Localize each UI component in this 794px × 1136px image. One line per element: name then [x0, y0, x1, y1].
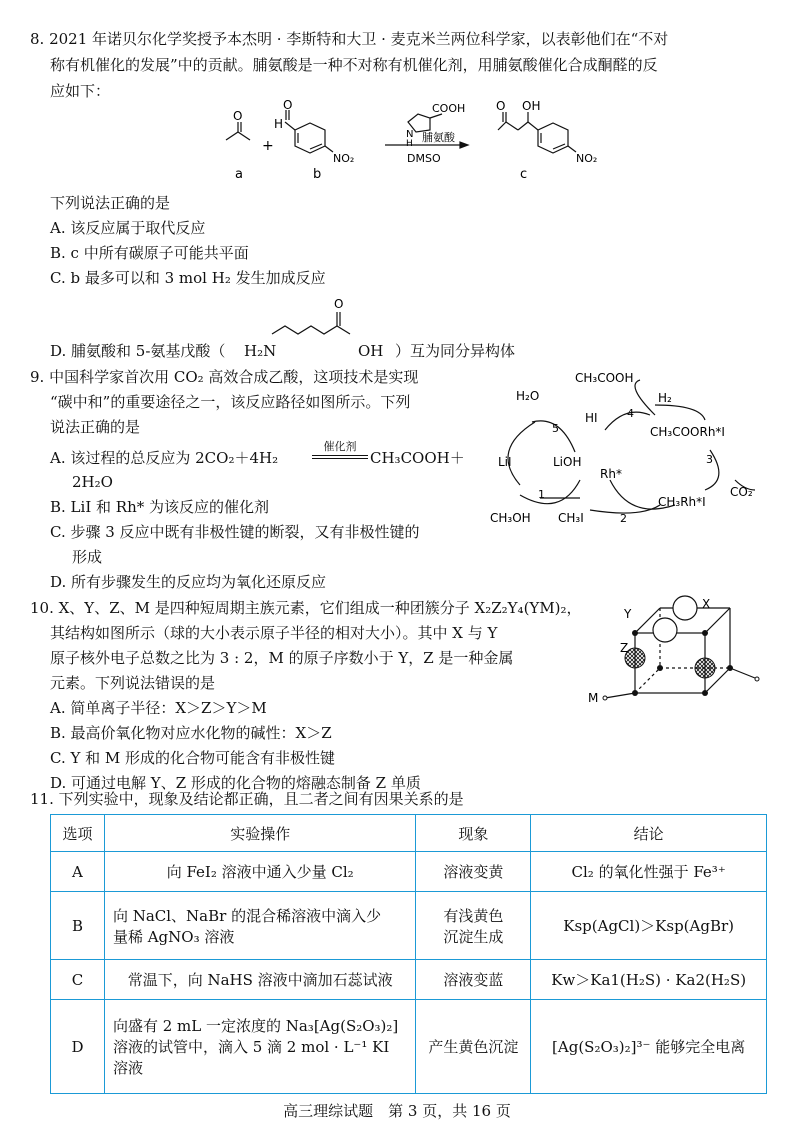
- page-footer: 高三理综试题 第 3 页，共 16 页: [283, 1102, 511, 1120]
- q10-atom-y3: [632, 690, 638, 696]
- q9-step-1: 1: [538, 488, 545, 501]
- row-b-option: B: [51, 892, 105, 960]
- row-b-operation-line1: 向 NaCl、NaBr 的混合稀溶液中滴入少: [112, 906, 382, 925]
- q9-hi: HI: [585, 411, 598, 425]
- q8-label-a: a: [235, 167, 243, 182]
- row-c-operation: 常温下，向 NaHS 溶液中滴加石蕊试液: [104, 960, 416, 1000]
- row-d-operation-line1: 向盛有 2 mL 一定浓度的 Na₃[Ag(S₂O₃)₂]: [112, 1017, 399, 1035]
- q8-c-no2: NO₂: [576, 152, 598, 165]
- q9-stem-line2: “碳中和”的重要途径之一，该反应路径如图所示。下列: [50, 393, 411, 411]
- q10-atom-y2: [702, 630, 708, 636]
- q9-option-a-part2: CH₃COOH＋: [370, 449, 465, 467]
- q9-rh-star: Rh*: [600, 467, 622, 481]
- q9-ch3coorhi: CH₃COORh*I: [650, 425, 725, 439]
- q8-reaction-scheme: [200, 100, 630, 190]
- q8-stem-line2: 称有机催化的发展”中的贡献。脯氨酸是一种不对称有机催化剂，用脯氨酸催化合成酮醛的反: [50, 56, 658, 74]
- q9-option-c-line2: 形成: [72, 548, 103, 566]
- row-b-phenomenon: [416, 892, 531, 960]
- q8-proline-n: N: [406, 129, 414, 140]
- table-row: [51, 892, 767, 960]
- row-b-phenomenon-line1: 有浅黄色: [443, 906, 504, 925]
- q9-stem-line3: 说法正确的是: [50, 418, 141, 436]
- q8-prompt: 下列说法正确的是: [50, 194, 171, 212]
- q10-atom-y5: [727, 665, 733, 671]
- row-d-phenomenon: 产生黄色沉淀: [416, 1000, 531, 1094]
- q9-lii: LiI: [498, 455, 512, 469]
- row-d-operation-line2: 溶液的试管中，滴入 5 滴 2 mol · L⁻¹ KI: [112, 1038, 390, 1056]
- row-c-option: C: [51, 960, 105, 1000]
- q8-b-oxygen: O: [283, 100, 293, 112]
- q8-stem-line1: 8. 2021 年诺贝尔化学奖授予本杰明 · 李斯特和大卫 · 麦克米兰两位科学家，以表彰他们在“不对: [30, 30, 669, 48]
- q10-label-x: X: [702, 597, 711, 611]
- header-operation: 实验操作: [104, 815, 416, 852]
- q9-ch3oh: CH₃OH: [490, 511, 531, 525]
- table-row: [51, 852, 767, 892]
- row-d-option: D: [51, 1000, 105, 1094]
- q9-option-d: D. 所有步骤发生的反应均为氧化还原反应: [50, 573, 327, 591]
- q9-option-a-line2: 2H₂O: [72, 473, 113, 491]
- q8-a-oxygen: O: [233, 109, 243, 123]
- q10-stem-line4: 元素。下列说法错误的是: [50, 674, 216, 692]
- row-d-operation-line3: 溶液: [112, 1059, 143, 1077]
- q9-equals-bottom: [312, 458, 368, 459]
- q9-ch3cooh: CH₃COOH: [575, 371, 634, 385]
- q10-atom-x-top: [673, 596, 697, 620]
- q8-option-d-prefix: D. 脯氨酸和 5-氨基戊酸（: [50, 342, 226, 360]
- q10-stem-line3: 原子核外电子总数之比为 3 : 2，M 的原子序数小于 Y，Z 是一种金属: [50, 649, 514, 667]
- q10-option-a: A. 简单离子半径：X＞Z＞Y＞M: [50, 699, 267, 717]
- q9-catalyst-label: 催化剂: [323, 440, 357, 453]
- q9-step-5: 5: [552, 422, 559, 435]
- q10-atom-m-right: [755, 677, 759, 681]
- table-header-row: [51, 815, 767, 852]
- q9-option-c-line1: C. 步骤 3 反应中既有非极性键的断裂，又有非极性键的: [50, 523, 420, 541]
- q8-c-hydroxyl: OH: [522, 100, 541, 113]
- row-d-conclusion: [Ag(S₂O₃)₂]³⁻ 能够完全电离: [531, 1000, 767, 1094]
- q9-step-2: 2: [620, 512, 627, 525]
- q11-stem: 11. 下列实验中，现象及结论都正确，且二者之间有因果关系的是: [30, 790, 464, 808]
- row-c-conclusion: Kw＞Ka1(H₂S) · Ka2(H₂S): [531, 960, 767, 1000]
- q8-b-hydrogen: H: [274, 117, 284, 131]
- q10-option-d: D. 可通过电解 Y、Z 形成的化合物的熔融态制备 Z 单质: [50, 774, 421, 792]
- row-b-conclusion: Ksp(AgCl)＞Ksp(AgBr): [531, 892, 767, 960]
- q9-step-4: 4: [627, 407, 634, 420]
- table-row: [51, 960, 767, 1000]
- q9-co2: CO₂: [730, 485, 753, 499]
- header-option: 选项: [51, 815, 105, 852]
- q8-proline-h: H: [406, 139, 413, 149]
- q8-option-c: C. b 最多可以和 3 mol H₂ 发生加成反应: [50, 269, 326, 287]
- q10-atom-z-right: [695, 658, 715, 678]
- q10-cluster-structure: [580, 588, 780, 728]
- q8-c-oxygen: O: [496, 100, 506, 113]
- q10-option-b: B. 最高价氧化物对应水化物的碱性：X＞Z: [50, 724, 332, 742]
- q8-stem-line3: 应如下：: [50, 82, 111, 100]
- row-a-phenomenon: 溶液变黄: [416, 852, 531, 892]
- q9-equals-top: [312, 455, 368, 456]
- q10-option-c: C. Y 和 M 形成的化合物可能含有非极性键: [50, 749, 336, 767]
- q10-stem-line2: 其结构如图所示（球的大小表示原子半径的相对大小）。其中 X 与 Y: [50, 624, 498, 642]
- q10-stem-line1: 10. X、Y、Z、M 是四种短周期主族元素，它们组成一种团簇分子 X₂Z₂Y₄(YM)₂，: [30, 599, 582, 617]
- q10-label-m: M: [588, 691, 599, 705]
- row-a-conclusion: Cl₂ 的氧化性强于 Fe³⁺: [531, 852, 767, 892]
- q9-catalytic-cycle-diagram: [480, 360, 780, 540]
- q9-ch3rhi: CH₃Rh*I: [658, 495, 706, 509]
- q8-plus: +: [262, 138, 274, 154]
- header-conclusion: 结论: [531, 815, 767, 852]
- q10-atom-m-left: [603, 696, 607, 700]
- q8-option-b: B. c 中所有碳原子可能共平面: [50, 244, 249, 262]
- q8-optd-oxygen: O: [334, 297, 344, 311]
- q8-option-d-suffix: ）互为同分异构体: [395, 342, 516, 360]
- q10-atom-y4: [702, 690, 708, 696]
- q8-5-aminopentanoic-acid-structure: [240, 292, 400, 340]
- q9-option-a-part1: A. 该过程的总反应为 2CO₂＋4H₂: [50, 449, 279, 467]
- q9-stem-line1: 9. 中国科学家首次用 CO₂ 高效合成乙酸，这项技术是实现: [30, 368, 419, 386]
- q10-atom-x-mid: [653, 618, 677, 642]
- row-b-phenomenon-line2: 沉淀生成: [443, 927, 504, 946]
- q10-label-z: Z: [620, 641, 629, 655]
- q8-proline-cooh: COOH: [432, 102, 466, 115]
- row-b-operation-line2: 量稀 AgNO₃ 溶液: [112, 927, 235, 946]
- q10-label-y: Y: [624, 607, 632, 621]
- q8-option-d-oh: OH: [358, 342, 384, 360]
- q8-option-a: A. 该反应属于取代反应: [50, 219, 206, 237]
- row-d-operation: [104, 1000, 416, 1094]
- q9-option-b: B. LiI 和 Rh* 为该反应的催化剂: [50, 498, 270, 516]
- q8-label-b: b: [313, 167, 322, 182]
- header-phenomenon: 现象: [416, 815, 531, 852]
- q8-option-d-h2n: H₂N: [244, 342, 277, 360]
- row-a-option: A: [51, 852, 105, 892]
- q9-h2o: H₂O: [516, 389, 540, 403]
- q8-catalyst: 脯氨酸: [422, 131, 455, 144]
- q8-label-c: c: [520, 167, 528, 182]
- q9-ch3i: CH₃I: [558, 511, 584, 525]
- q8-b-no2: NO₂: [333, 152, 355, 165]
- table-row: [51, 1000, 767, 1094]
- row-b-operation: [104, 892, 416, 960]
- q8-solvent: DMSO: [407, 152, 441, 165]
- q9-h2: H₂: [658, 391, 672, 405]
- q9-step-3: 3: [706, 453, 713, 466]
- q11-experiment-table: [50, 814, 767, 1094]
- q10-atom-y6: [657, 665, 663, 671]
- row-a-operation: 向 FeI₂ 溶液中通入少量 Cl₂: [104, 852, 416, 892]
- q10-atom-y1: [632, 630, 638, 636]
- row-c-phenomenon: 溶液变蓝: [416, 960, 531, 1000]
- q9-lioh: LiOH: [553, 455, 582, 469]
